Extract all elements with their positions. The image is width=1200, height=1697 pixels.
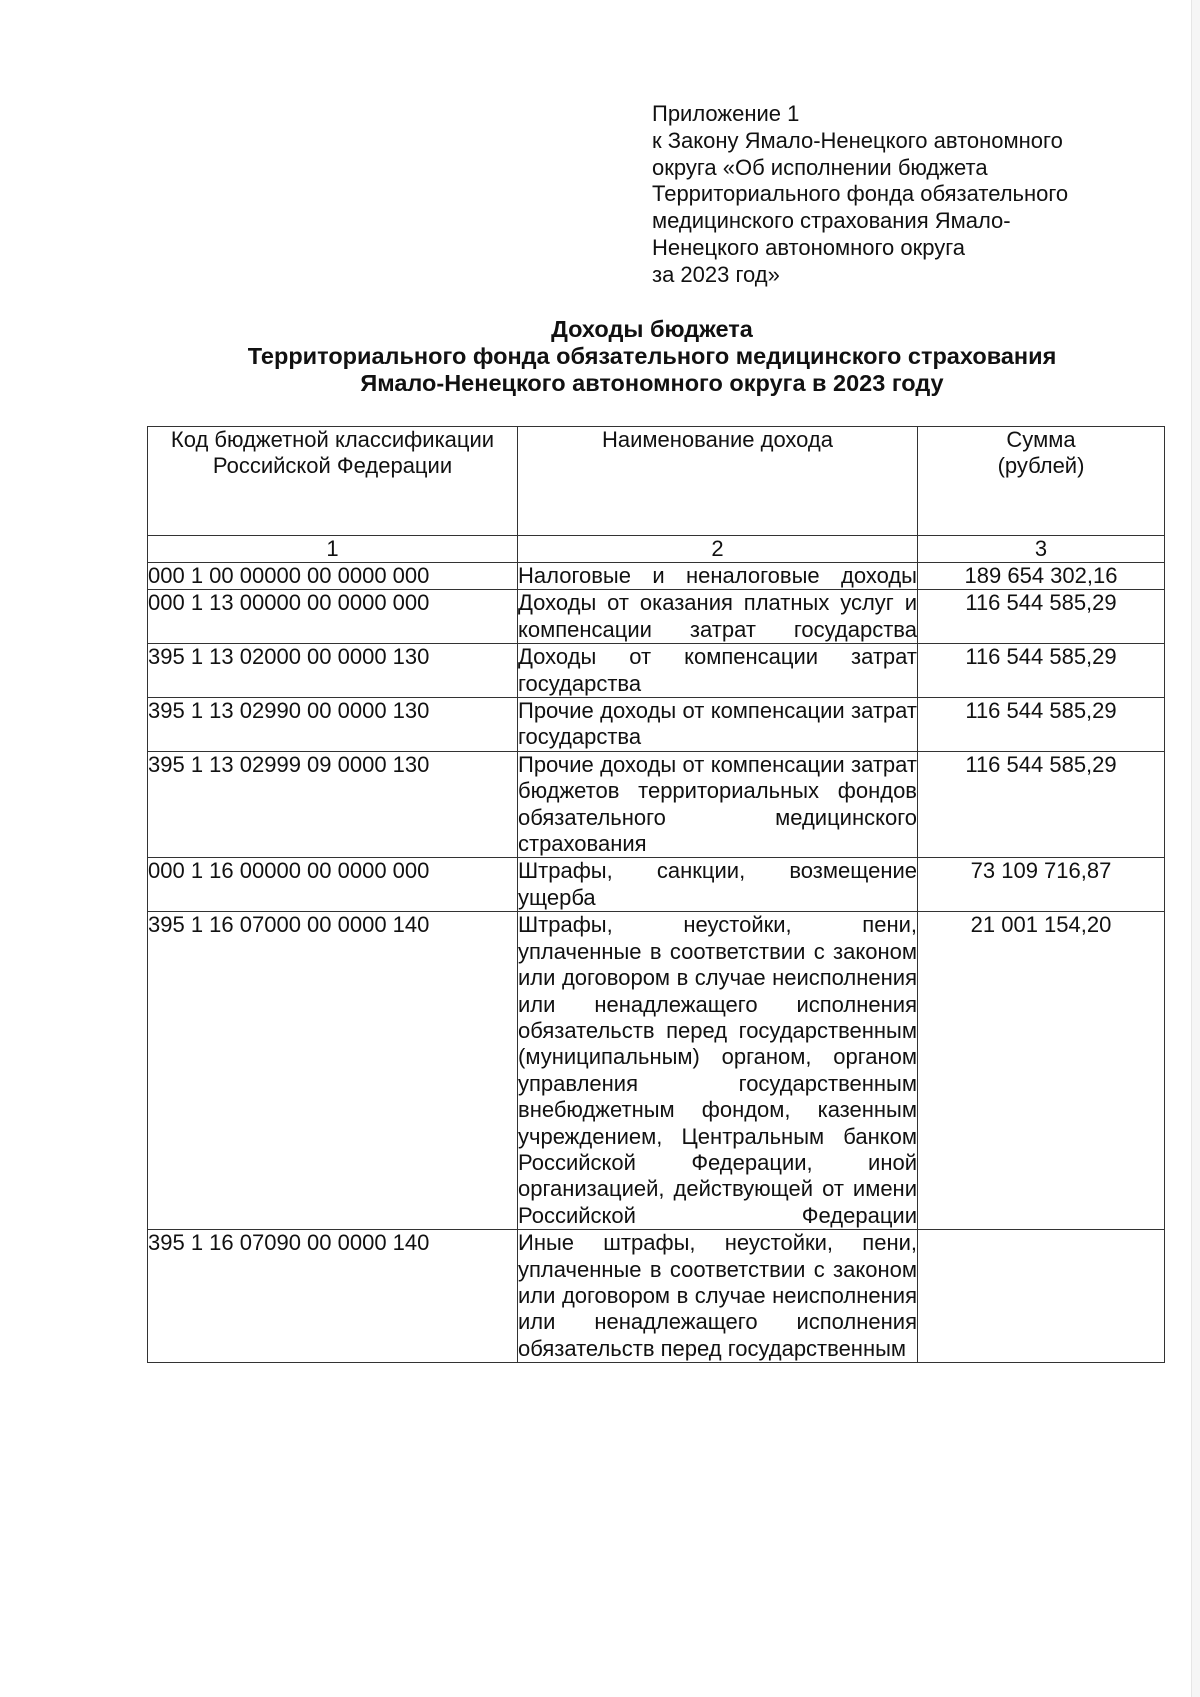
appendix-line: за 2023 год»	[652, 261, 780, 287]
page-edge	[1191, 0, 1200, 1697]
income-table	[147, 426, 1165, 1363]
title-line-3: Ямало-Ненецкого автономного округа в 2023 году	[360, 370, 944, 396]
row-sum: 116 544 585,29	[918, 698, 1165, 752]
row-name: Доходы от оказания платных услуг и компенсации затрат государства	[518, 590, 917, 642]
row-name: Штрафы, неустойки, пени, уплаченные в соответствии с законом или договором в случае неисполнения или ненадлежащего исполнения обязательств перед государственным (муниципальным) органом, органом управления государственным внебюджетным фондом, казенным учреждением, Центральным банком Российской Федерации, иной организацией, действующей от имени Российской Федерации	[518, 912, 917, 1228]
appendix-line: медицинского страхования Ямало-	[652, 208, 1011, 234]
row-name: Прочие доходы от компенсации затрат бюджетов территориальных фондов обязательного медицинского страхования	[518, 751, 917, 857]
row-code: 395 1 16 07090 00 0000 140	[148, 1230, 518, 1363]
table-header-row	[148, 427, 1165, 536]
title-line-2: Территориального фонда обязательного медицинского страхования	[247, 343, 1057, 369]
row-sum: 116 544 585,29	[918, 590, 1165, 644]
row-sum: 21 001 154,20	[918, 912, 1165, 1230]
document-title	[120, 316, 1184, 397]
row-name: Иные штрафы, неустойки, пени, уплаченные в соответствии с законом или договором в случае неисполнения или ненадлежащего исполнения обязательств перед государственным	[518, 1230, 917, 1361]
title-line-1: Доходы бюджета	[551, 316, 753, 342]
appendix-note	[652, 101, 1152, 289]
appendix-line: округа «Об исполнении бюджета	[652, 154, 988, 180]
column-number-row	[148, 536, 1165, 563]
table-row	[148, 590, 1165, 644]
table-row	[148, 912, 1165, 1230]
row-sum: 73 109 716,87	[918, 858, 1165, 912]
table-row	[148, 644, 1165, 698]
appendix-line: к Закону Ямало-Ненецкого автономного	[652, 127, 1063, 153]
row-sum: 116 544 585,29	[918, 751, 1165, 858]
table-row	[148, 858, 1165, 912]
table-row	[148, 563, 1165, 590]
row-code: 395 1 13 02990 00 0000 130	[148, 698, 518, 752]
table-row	[148, 751, 1165, 858]
table-row	[148, 1230, 1165, 1363]
row-code: 000 1 16 00000 00 0000 000	[148, 858, 518, 912]
header-name: Наименование дохода	[518, 427, 918, 536]
row-code: 395 1 16 07000 00 0000 140	[148, 912, 518, 1230]
row-name: Налоговые и неналоговые доходы	[518, 563, 917, 588]
row-code: 395 1 13 02000 00 0000 130	[148, 644, 518, 698]
header-sum: Сумма (рублей)	[918, 427, 1165, 536]
row-sum	[918, 1230, 1165, 1363]
row-name: Штрафы, санкции, возмещение ущерба	[518, 858, 917, 910]
row-sum: 189 654 302,16	[918, 563, 1165, 590]
row-name: Прочие доходы от компенсации затрат государства	[518, 698, 917, 750]
row-code: 000 1 13 00000 00 0000 000	[148, 590, 518, 644]
header-code: Код бюджетной классификации Российской Федерации	[148, 427, 518, 536]
table-row	[148, 698, 1165, 752]
appendix-line: Приложение 1	[652, 101, 800, 126]
column-number: 1	[148, 536, 518, 563]
column-number: 2	[518, 536, 918, 563]
column-number: 3	[918, 536, 1165, 563]
row-code: 395 1 13 02999 09 0000 130	[148, 751, 518, 858]
row-code: 000 1 00 00000 00 0000 000	[148, 563, 518, 590]
row-sum: 116 544 585,29	[918, 644, 1165, 698]
appendix-line: Территориального фонда обязательного	[652, 181, 1069, 207]
row-name: Доходы от компенсации затрат государства	[518, 644, 917, 696]
appendix-line: Ненецкого автономного округа	[652, 234, 966, 260]
